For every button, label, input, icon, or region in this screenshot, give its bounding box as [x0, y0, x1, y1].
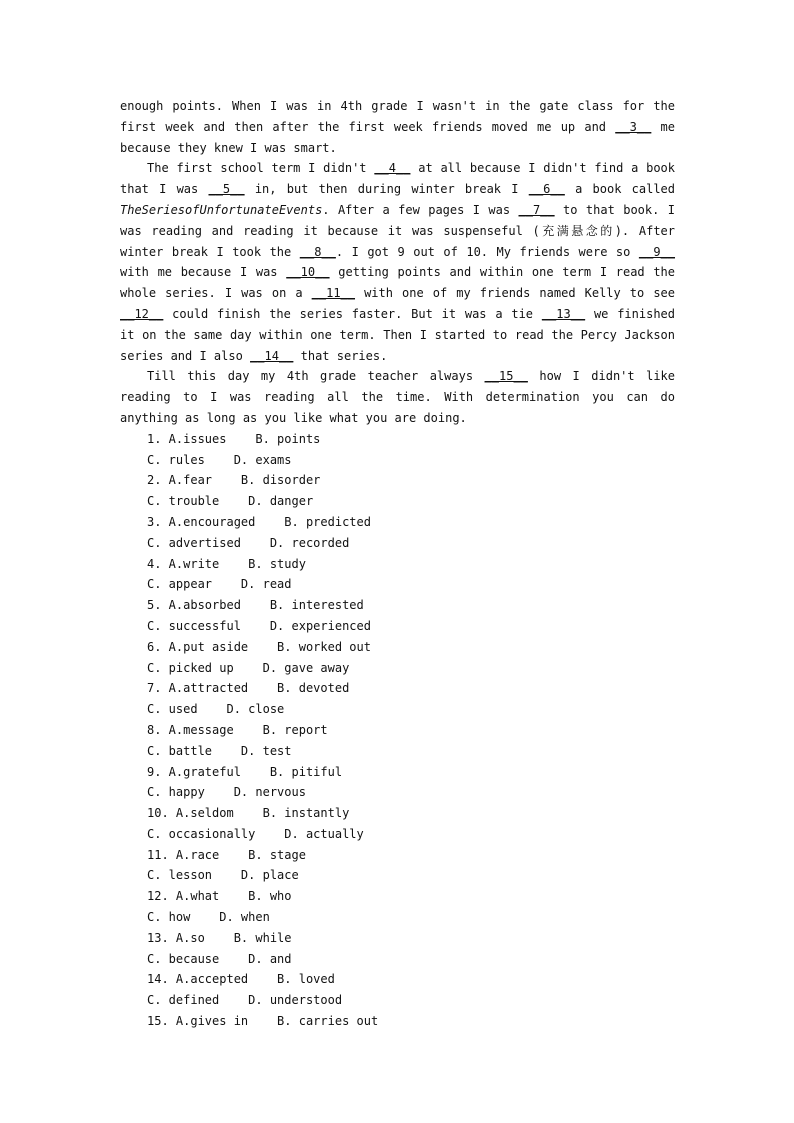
option-line: 14. A.accepted B. loved [147, 972, 335, 987]
blank-5: __5__ [208, 182, 245, 197]
blank-11: __11__ [311, 286, 356, 301]
paragraph-1-text-1: enough points. When I was in 4th grade I wasn't in the gate class for the first week and then after the first week friends moved me up and [120, 99, 675, 134]
paragraph-2-text-8: with me because I was [120, 265, 287, 280]
paragraph-2-text-5: . After a few pages I was [322, 202, 519, 217]
paragraph-1-text-2: me because they knew I was smart. [120, 119, 675, 155]
option-line: 10. A.seldom B. instantly [147, 806, 350, 821]
option-line: C. lesson D. place [147, 868, 299, 883]
blank-13: __13__ [541, 306, 586, 321]
blank-14: __14__ [250, 348, 294, 363]
option-line: 9. A.grateful B. pitiful [147, 764, 343, 779]
option-line: C. advertised D. recorded [147, 535, 350, 550]
option-line: 13. A.so B. while [147, 930, 292, 945]
blank-4: __4__ [374, 161, 411, 176]
option-line: C. occasionally D. actually [147, 826, 364, 841]
option-line: C. defined D. understood [147, 993, 343, 1008]
option-line: 4. A.write B. study [147, 556, 306, 571]
paragraph-2-text-1: The first school term I didn't [147, 161, 375, 176]
option-line: C. trouble D. danger [147, 494, 314, 509]
blank-10: __10__ [286, 265, 330, 280]
option-line: 11. A.race B. stage [147, 847, 306, 862]
blank-6: __6__ [528, 182, 565, 197]
option-line: 12. A.what B. who [147, 889, 292, 904]
paragraph-1 [120, 96, 675, 158]
blank-8: __8__ [299, 244, 336, 259]
option-line: 5. A.absorbed B. interested [147, 598, 364, 613]
paragraph-2-text-4: a book called [564, 182, 675, 197]
paragraph-2-text-6: to that book. I was reading and reading it because it was suspenseful (充满悬念的). After winter break I took the [120, 202, 675, 259]
option-line: C. successful D. experienced [147, 618, 371, 633]
option-line: 2. A.fear B. disorder [147, 473, 321, 488]
document-page [120, 96, 675, 1032]
paragraph-2-text-11: could finish the series faster. But it was a tie [163, 306, 542, 321]
blank-3: __3__ [615, 119, 652, 134]
blank-12: __12__ [120, 306, 164, 321]
paragraph-2-text-3: in, but then during winter break I [244, 182, 529, 197]
option-line: 7. A.attracted B. devoted [147, 681, 350, 696]
paragraph-2-text-10: with one of my friends named Kelly to see [355, 286, 675, 301]
option-line: C. used D. close [147, 702, 285, 717]
option-line: C. because D. and [147, 951, 292, 966]
options-list [120, 429, 675, 1032]
option-line: C. appear D. read [147, 577, 292, 592]
paragraph-3 [120, 366, 675, 428]
paragraph-3-text-2: how I didn't like reading to I was reading all the time. With determination you can do anything as long as you like what you are doing. [120, 369, 676, 425]
book-title: TheSeriesofUnfortunateEvents [120, 202, 323, 217]
option-line: 15. A.gives in B. carries out [147, 1014, 379, 1029]
paragraph-2-text-7: . I got 9 out of 10. My friends were so [335, 244, 639, 259]
option-line: 3. A.encouraged B. predicted [147, 514, 371, 529]
blank-9: __9__ [638, 244, 676, 259]
option-line: C. battle D. test [147, 743, 292, 758]
paragraph-2-text-12: we finished it on the same day within one term. Then I started to read the Percy Jackson series and I also [120, 306, 675, 363]
option-line: 1. A.issues B. points [147, 431, 321, 446]
paragraph-2 [120, 158, 675, 366]
paragraph-2-text-2: at all because I didn't find a book that I was [120, 161, 675, 197]
paragraph-3-text-1: Till this day my 4th grade teacher always [147, 369, 485, 384]
option-line: 8. A.message B. report [147, 722, 328, 737]
paragraph-2-text-13: that series. [293, 348, 388, 363]
option-line: C. how D. when [147, 910, 270, 925]
blank-7: __7__ [518, 202, 555, 217]
option-line: C. happy D. nervous [147, 785, 306, 800]
option-line: C. rules D. exams [147, 452, 292, 467]
option-line: C. picked up D. gave away [147, 660, 350, 675]
paragraph-2-text-9: getting points and within one term I read the whole series. I was on a [120, 265, 675, 301]
option-line: 6. A.put aside B. worked out [147, 639, 371, 654]
blank-15: __15__ [484, 369, 528, 384]
